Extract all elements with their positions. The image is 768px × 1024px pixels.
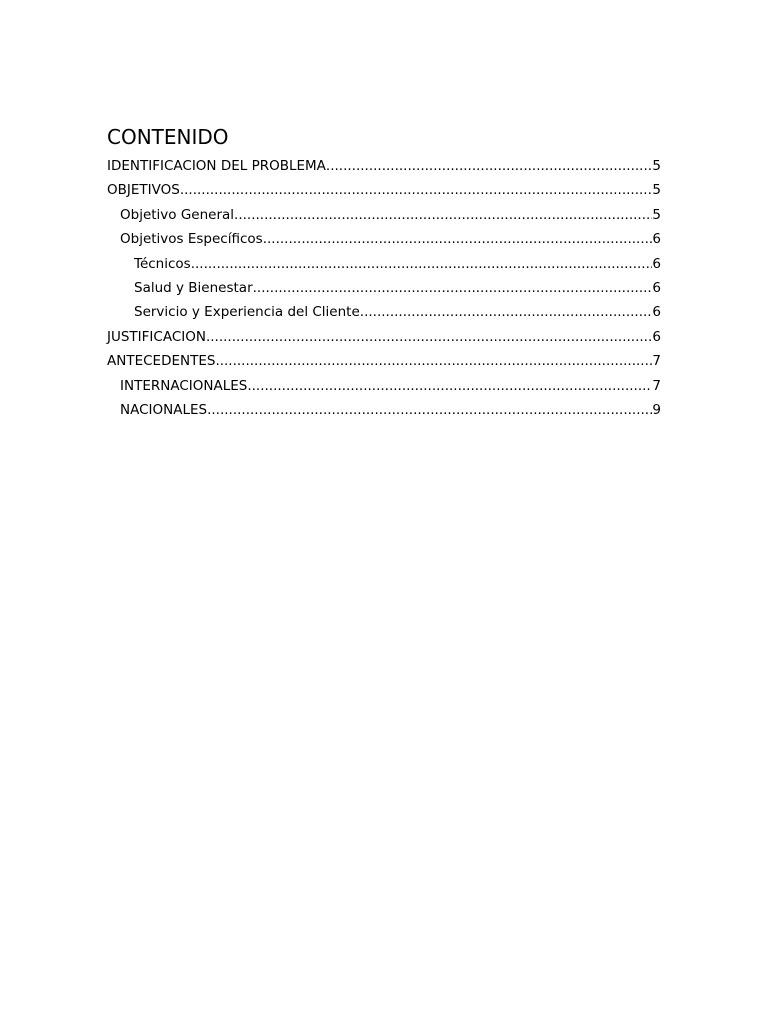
dot-leader	[326, 158, 652, 174]
dot-leader	[191, 256, 653, 272]
toc-entry-label: Objetivos Específicos	[120, 231, 263, 248]
dot-leader	[206, 329, 652, 345]
toc-entry-justificacion[interactable]	[107, 329, 661, 353]
toc-entry-salud-y-bienestar[interactable]	[107, 280, 661, 304]
toc-entry-internacionales[interactable]	[107, 378, 661, 402]
toc-entry-label: Servicio y Experiencia del Cliente	[134, 304, 360, 321]
dot-leader	[253, 280, 653, 296]
toc-entry-page-number: 6	[652, 231, 661, 248]
dot-leader	[234, 207, 652, 223]
toc-entry-label: OBJETIVOS	[107, 182, 180, 199]
dot-leader	[263, 231, 653, 247]
dot-leader	[247, 378, 652, 394]
dot-leader	[180, 182, 653, 198]
toc-entry-objetivo-general[interactable]	[107, 207, 661, 231]
toc-entry-page-number: 7	[652, 353, 661, 370]
toc-entry-label: NACIONALES	[120, 401, 208, 418]
toc-entry-label: Técnicos	[134, 255, 191, 272]
toc-entry-page-number: 6	[652, 255, 661, 272]
toc-entry-label: Objetivo General	[120, 206, 235, 223]
toc-entry-label: Salud y Bienestar	[134, 279, 253, 296]
toc-list	[107, 158, 661, 426]
toc-entry-page-number: 7	[652, 377, 661, 394]
dot-leader	[360, 304, 653, 320]
toc-entry-servicio-y-experiencia-del-cliente[interactable]	[107, 304, 661, 328]
toc-entry-page-number: 6	[652, 279, 661, 296]
toc-entry-tecnicos[interactable]	[107, 256, 661, 280]
toc-entry-page-number: 6	[652, 304, 661, 321]
toc-entry-label: INTERNACIONALES	[120, 377, 248, 394]
toc-entry-label: JUSTIFICACION	[107, 328, 206, 345]
toc-entry-page-number: 6	[652, 328, 661, 345]
toc-entry-page-number: 5	[652, 158, 661, 174]
toc-entry-antecedentes[interactable]	[107, 353, 661, 377]
toc-entry-objetivos[interactable]	[107, 182, 661, 206]
dot-leader	[207, 402, 652, 418]
toc-entry-page-number: 9	[652, 401, 661, 418]
toc-entry-nacionales[interactable]	[107, 402, 661, 426]
toc-entry-label: ANTECEDENTES	[107, 353, 216, 370]
toc-entry-label: IDENTIFICACION DEL PROBLEMA	[107, 158, 326, 174]
table-of-contents	[107, 124, 661, 426]
toc-entry-page-number: 5	[652, 206, 661, 223]
toc-entry-page-number: 5	[652, 182, 661, 199]
toc-title: CONTENIDO	[107, 125, 229, 149]
dot-leader	[215, 353, 652, 369]
toc-entry-objetivos-especificos[interactable]	[107, 231, 661, 255]
toc-entry-identificacion-del-problema[interactable]	[107, 158, 661, 182]
